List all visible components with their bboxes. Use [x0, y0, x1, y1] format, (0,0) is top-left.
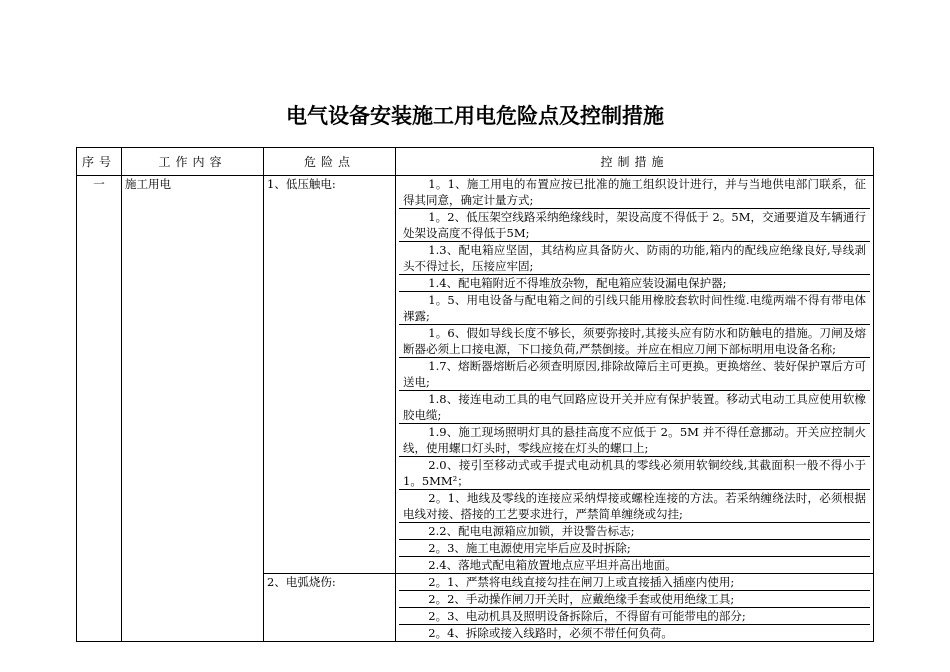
measure-item: 2.4、落地式配电箱放置地点应平坦并高出地面。 — [428, 558, 677, 572]
row-hazard: 2、电弧烧伤: — [264, 574, 396, 642]
measure-item: 1.3、配电箱应坚固，其结构应具备防火、防雨的功能,箱内的配线应绝缘良好,导线剥头不得过长，压接应牢固; — [399, 242, 870, 275]
measure-item: 1。5、用电设备与配电箱之间的引线只能用橡胶套软时间性缆.电缆两端不得有带电体裸露; — [399, 292, 870, 325]
measure-item: 1.4、配电箱附近不得堆放杂物，配电箱应装设漏电保护器; — [399, 275, 870, 292]
hazard-control-table — [76, 147, 874, 642]
measure-item: 1.7、熔断器熔断后必须查明原因,排除故障后主可更换。更换熔丝、装好保护罩后方可送电; — [399, 358, 870, 391]
measure-item: 2。2、手动操作闸刀开关时，应戴绝缘手套或使用绝缘工具; — [399, 591, 870, 608]
measure-item: 2.0、接引至移动式或手提式电动机具的零线必须用软铜绞线,其截面积一般不得小于 1。5MM²； — [399, 457, 870, 490]
header-hazard: 危险点 — [264, 148, 396, 176]
measure-item: 2。1、地线及零线的连接应采纳焊接或螺栓连接的方法。若采纳缠绕法时，必须根据电线对接、搭接的工艺要求进行，严禁简单缠绕或勾挂; — [399, 490, 870, 523]
header-control-measures: 控制措施 — [396, 148, 874, 176]
measure-item: 2.2、配电电源箱应加锁，并设警告标志; — [399, 523, 870, 540]
row-seq: 一 — [77, 176, 122, 642]
table-row — [77, 176, 874, 574]
page-title: 电气设备安装施工用电危险点及控制措施 — [286, 104, 664, 128]
row-measures — [396, 574, 874, 642]
measure-item: 1.9、施工现场照明灯具的悬挂高度不应低于 2。5M 并不得任意挪动。开关应控制火线，使用螺口灯头时，零线应接在灯头的螺口上; — [399, 424, 870, 457]
measure-item: 1.8、接连电动工具的电气回路应设开关并应有保护装置。移动式电动工具应使用软橡胶电缆; — [399, 391, 870, 424]
measure-item: 2。4、拆除或接入线路时，必须不带任何负荷。 — [428, 626, 673, 640]
row-work-content: 施工用电 — [122, 176, 264, 642]
measure-item: 2。1、严禁将电线直接勾挂在闸刀上或直接插入插座内使用; — [399, 574, 870, 591]
table-header-row — [77, 148, 874, 176]
measure-item: 2。3、施工电源使用完毕后应及时拆除; — [399, 540, 870, 557]
measure-item: 1。2、低压架空线路采纳绝缘线时，架设高度不得低于 2。5M，交通要道及车辆通行处架设高度不得低于5M; — [399, 209, 870, 242]
measure-item: 1。1、施工用电的布置应按已批准的施工组织设计进行，并与当地供电部门联系，征得其同意，确定计量方式; — [399, 176, 870, 209]
header-seq: 序号 — [77, 148, 122, 176]
measure-item: 2。3、电动机具及照明设备拆除后，不得留有可能带电的部分; — [399, 608, 870, 625]
row-hazard: 1、低压触电: — [264, 176, 396, 574]
row-measures — [396, 176, 874, 574]
header-work-content: 工作内容 — [122, 148, 264, 176]
measure-item: 1。6、假如导线长度不够长，须要弥接时,其接头应有防水和防触电的措施。刀闸及熔断器必须上口接电源，下口接负荷,严禁倒接。并应在相应刀闸下部标明用电设备名称; — [399, 325, 870, 358]
